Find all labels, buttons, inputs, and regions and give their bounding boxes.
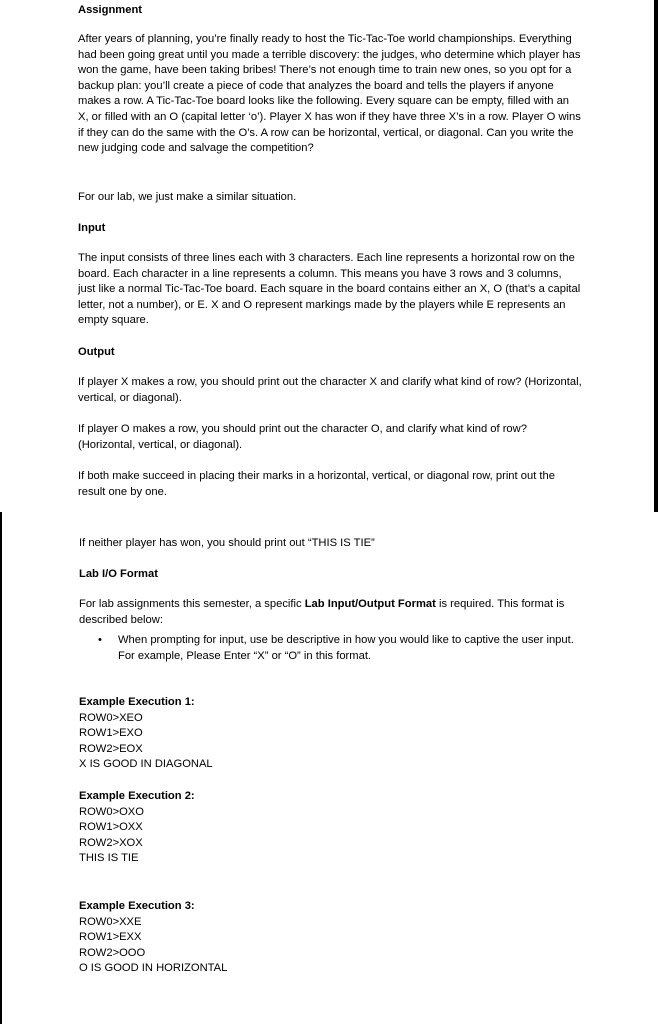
- bullet-text: When prompting for input, use be descriptive in how you would like to captive the user input. For example, Please Enter “X” or “O” in this format.: [118, 634, 574, 662]
- assignment-heading: Assignment: [78, 4, 143, 16]
- page-edge-right: [654, 0, 658, 512]
- example-title: Example Execution 1:: [79, 696, 195, 708]
- example-line: ROW2>XOX: [79, 836, 143, 849]
- example-line: ROW0>OXO: [79, 805, 144, 818]
- lab-intro-paragraph: For our lab, we just make a similar situation.: [78, 191, 297, 203]
- example-result: X IS GOOD IN DIAGONAL: [79, 758, 213, 771]
- output-o-paragraph: If player O makes a row, you should print out the character O, and clarify what kind of row? (Horizontal, vertical, or diagonal).: [78, 423, 527, 451]
- input-heading: Input: [78, 222, 106, 234]
- lab-format-heading: Lab I/O Format: [79, 568, 158, 581]
- example-line: ROW2>OOO: [79, 946, 146, 959]
- example-line: ROW1>EXX: [79, 931, 142, 944]
- input-paragraph: The input consists of three lines each with 3 characters. Each line represents a horizontal row on the board. Each character in a line represents a column. This means you have 3 rows and 3 columns, just like a normal Tic-Tac-Toe board. Each square in the board contains either an X, O (that’s a capital letter, not a number), or E. X and O represent markings made by the players while E represents an empty square.: [78, 252, 581, 327]
- example-line: ROW1>EXO: [79, 727, 143, 740]
- example-result: O IS GOOD IN HORIZONTAL: [79, 962, 228, 975]
- output-both-paragraph: If both make succeed in placing their marks in a horizontal, vertical, or diagonal row, print out the result one by one.: [78, 470, 555, 498]
- assignment-paragraph: After years of planning, you’re finally ready to host the Tic-Tac-Toe world championships. Everything had been going great until you made a terrible discovery: the judges, who determine which player has won the game, have been taking bribes! There’s not enough time to train new ones, so you opt for a backup plan: you’ll create a piece of code that analyzes the board and tells the players if anyone makes a row. A Tic-Tac-Toe board looks like the following. Every square can be empty, filled with an X, or filled with an O (capital letter ‘o’). Player X has won if they have three X’s in a row. Player O wins if they can do the same with the O’s. A row can be horizontal, vertical, or diagonal. Can you write the new judging code and salvage the competition?: [78, 33, 581, 155]
- example-line: ROW1>OXX: [79, 821, 143, 834]
- example-line: ROW2>EOX: [79, 742, 143, 755]
- output-heading: Output: [78, 346, 115, 358]
- lab-format-text-before: For lab assignments this semester, a specific: [79, 598, 305, 611]
- example-line: ROW0>XXE: [79, 915, 142, 928]
- output-tie-paragraph: If neither player has won, you should print out “THIS IS TIE”: [79, 537, 375, 550]
- lab-format-paragraph: [79, 597, 579, 628]
- example-line: ROW0>XEO: [79, 711, 143, 724]
- example-execution-3: [79, 899, 379, 977]
- example-result: THIS IS TIE: [79, 852, 139, 865]
- lab-format-bold: Lab Input/Output Format: [304, 598, 436, 611]
- output-x-paragraph: If player X makes a row, you should print out the character X and clarify what kind of row? (Horizontal, vertical, or diagonal).: [78, 376, 582, 404]
- page-edge-left: [0, 512, 2, 1024]
- lab-format-text-after: is required. This format is described below:: [79, 598, 565, 626]
- example-title: Example Execution 2:: [79, 790, 195, 802]
- example-title: Example Execution 3:: [79, 900, 195, 912]
- example-execution-2: [79, 789, 379, 867]
- example-execution-1: [79, 695, 379, 773]
- bullet-dot: •: [98, 634, 102, 646]
